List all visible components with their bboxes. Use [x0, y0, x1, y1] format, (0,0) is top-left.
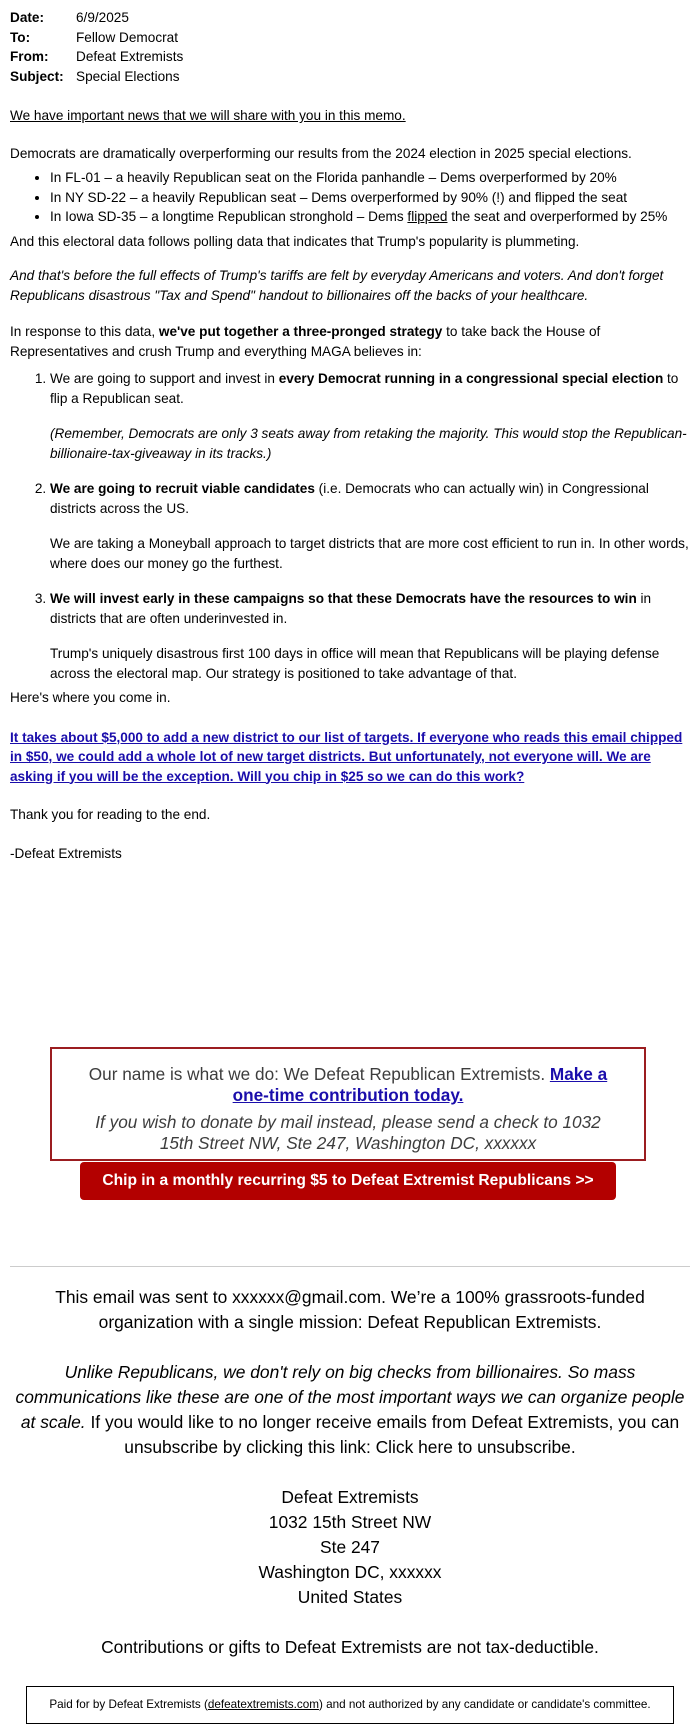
subject-label: Subject: [10, 68, 64, 84]
address-suite: Ste 247 [320, 1537, 380, 1557]
b3-pre: In Iowa SD-35 – a longtime Republican stronghold – Dems [50, 209, 408, 224]
flipped-word: flipped [407, 209, 448, 224]
donate-cta-link[interactable]: It takes about $5,000 to add a new district to our list of targets. If everyone who reads this email chipped in $50, we could add a whole lot of new target districts. But unfortunately, not everyone will. We are asking if you will be the exception. Will you chip in $25 so we can do this work? [10, 729, 683, 784]
to-value: Fellow Democrat [76, 29, 178, 45]
list-item: • In NY SD-22 – a heavily Republican seat – Dems overperformed by 90% (!) and flipped the seat [50, 188, 692, 208]
list-item [50, 589, 692, 683]
donate-box [50, 1047, 646, 1189]
monthly-donate-button[interactable]: Chip in a monthly recurring $5 to Defeat Extremist Republicans >> [80, 1162, 616, 1200]
footer-mission [10, 1360, 690, 1460]
from-value: Defeat Extremists [76, 49, 184, 64]
donate-line-text: Our name is what we do: We Defeat Republican Extremists. [88, 1064, 550, 1084]
to-label: To: [10, 29, 31, 45]
paid-pre: Paid for by Defeat Extremists ( [49, 1698, 208, 1711]
subject-value: Special Elections [76, 68, 180, 84]
s2-post: (i.e. Democrats who can actually win) in Congressional districts across the US. [50, 481, 649, 516]
polling-text: And this electoral data follows polling data that indicates that Trump's popularity is plummeting. [10, 233, 580, 249]
memo-header [10, 8, 692, 86]
list-item [50, 369, 692, 463]
results-list [10, 168, 692, 227]
s1-post: to flip a Republican seat. [50, 371, 679, 406]
overperform-text: Democrats are dramatically overperforming our results from the 2024 election in 2025 special elections. [10, 145, 632, 161]
response-text [10, 322, 692, 361]
date-value: 6/9/2025 [76, 10, 129, 25]
donate-line [52, 1064, 644, 1106]
tariffs-text: And that's before the full effects of Trump's tariffs are felt by everyday Americans and voters. And don't forget Republicans disastrous "Tax and Spend" handout to billionaires off the backs of your healthcare. [10, 268, 664, 303]
sent-to-text: This email was sent to xxxxxx@gmail.com. We’re a 100% grassroots-funded organization with a single mission: Defeat Republican Extremists. [55, 1287, 645, 1332]
s3-bold: We will invest early in these campaigns so that these Democrats have the resources to win [50, 591, 637, 606]
response-pre: In response to this data, [10, 324, 159, 339]
address-city: Washington DC, xxxxxx [258, 1562, 442, 1582]
s2-note: We are taking a Moneyball approach to target districts that are more cost efficient to run in. In other words, where does our money go the furthest. [50, 536, 689, 571]
mail-donation-text: If you wish to donate by mail instead, please send a check to 1032 15th Street NW, Ste 247, Washington DC, xxxxxx [95, 1112, 601, 1153]
footer [10, 1285, 690, 1660]
b3-post: the seat and overperformed by 25% [447, 209, 668, 224]
s1-note: (Remember, Democrats are only 3 seats away from retaking the majority. This would stop the Republican-billionaire-tax-giveaway in its tracks.) [50, 426, 687, 461]
date-label: Date: [10, 10, 44, 25]
come-in-text: Here's where you come in. [10, 690, 171, 705]
address-org: Defeat Extremists [281, 1487, 419, 1507]
footer-italic: Unlike Republicans, we don't rely on big checks from billionaires. So mass communications like these are one of the most important ways we can organize people at scale. [15, 1362, 685, 1432]
memo-content [0, 0, 700, 863]
s3-note: Trump's uniquely disastrous first 100 days in office will mean that Republicans will be playing defense across the electoral map. Our strategy is positioned to take advantage of that. [50, 646, 660, 681]
s3-post: in districts that are often underinvested in. [50, 591, 652, 626]
list-item [50, 479, 692, 573]
intro-line: We have important news that we will share with you in this memo. [10, 108, 406, 123]
s1-bold: every Democrat running in a congressional special election [278, 371, 664, 386]
address-street: 1032 15th Street NW [268, 1512, 432, 1532]
paid-post: ) and not authorized by any candidate or candidate's committee. [318, 1698, 651, 1711]
thanks-text: Thank you for reading to the end. [10, 807, 211, 822]
response-bold: we've put together a three-pronged strategy [158, 324, 443, 339]
divider [10, 1266, 690, 1267]
list-item: • In FL-01 – a heavily Republican seat on the Florida panhandle – Dems overperformed by 20% [50, 168, 692, 188]
s1-pre: We are going to support and invest in [50, 371, 279, 386]
paid-for-disclaimer [26, 1686, 674, 1724]
list-item [50, 207, 692, 227]
signoff: -Defeat Extremists [10, 845, 122, 861]
strategy-list [10, 369, 692, 683]
unsubscribe-text[interactable]: If you would like to no longer receive emails from Defeat Extremists, you can unsubscribe by clicking this link: Click here to unsubscribe. [85, 1412, 680, 1457]
website-link[interactable]: defeatextremists.com [207, 1698, 319, 1711]
address-country: United States [297, 1587, 403, 1607]
one-time-contribution-link[interactable]: Make a one-time contribution today. [232, 1064, 608, 1105]
tax-note: Contributions or gifts to Defeat Extremists are not tax-deductible. [101, 1637, 599, 1657]
from-label: From: [10, 49, 49, 64]
s2-bold: We are going to recruit viable candidates [50, 481, 315, 496]
response-post: to take back the House of Representatives and crush Trump and everything MAGA believes in: [10, 324, 601, 359]
